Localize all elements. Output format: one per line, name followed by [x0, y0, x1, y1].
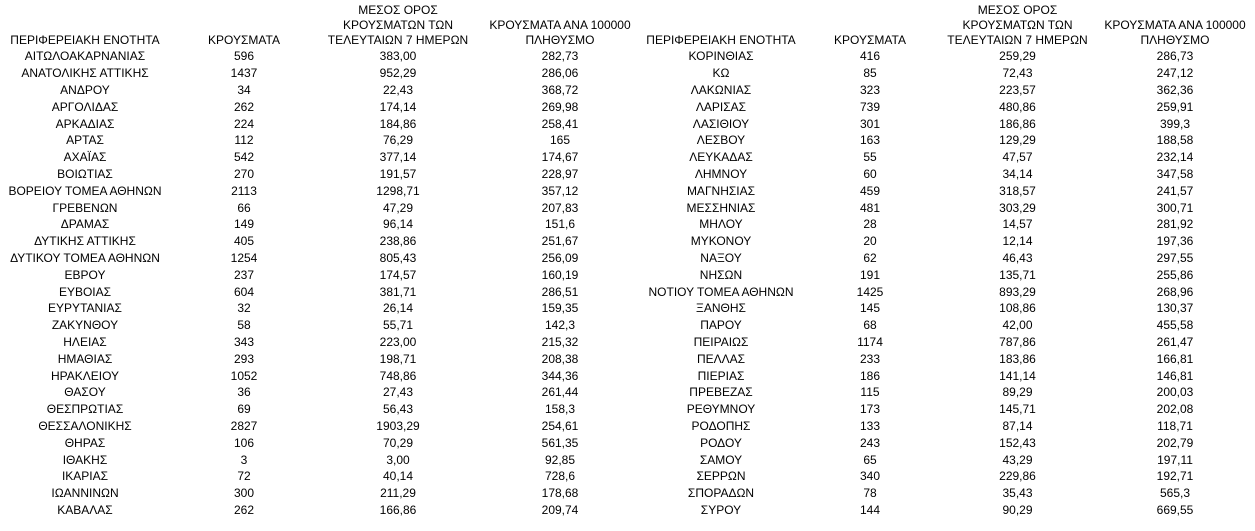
- cases-cell: 481: [859, 200, 881, 215]
- avg-7-days-cell: 43,29: [1002, 452, 1033, 467]
- region-cell: ΕΒΡΟΥ: [64, 267, 106, 282]
- region-cell: ΞΑΝΘΗΣ: [696, 301, 746, 316]
- per-100000-cell: 368,72: [541, 82, 579, 97]
- per-100000-cell: 344,36: [541, 368, 579, 383]
- per-100000-cell: 241,57: [1156, 183, 1194, 198]
- per-100000-cell: 362,36: [1156, 82, 1194, 97]
- cases-cell: 106: [233, 435, 255, 450]
- table-row: [642, 48, 1255, 65]
- avg-7-days-cell: 183,86: [999, 351, 1036, 366]
- cases-cell: 186: [859, 368, 881, 383]
- cases-cell: 224: [233, 116, 255, 131]
- table-row: [642, 367, 1255, 384]
- region-cell: ΘΕΣΠΡΩΤΙΑΣ: [46, 402, 124, 417]
- table-row: [0, 166, 642, 183]
- avg-7-days-cell: 1298,71: [376, 183, 420, 198]
- cases-cell: 133: [859, 418, 881, 433]
- cases-cell: 3: [240, 452, 248, 467]
- avg-7-days-cell: 108,86: [999, 301, 1036, 316]
- cases-cell: 323: [859, 82, 881, 97]
- per-100000-cell: 130,37: [1156, 301, 1194, 316]
- table-row: [642, 65, 1255, 82]
- table-row: [642, 317, 1255, 334]
- table-row: [0, 266, 642, 283]
- per-100000-cell: 118,71: [1157, 418, 1193, 433]
- table-row: [642, 485, 1255, 502]
- per-100000-cell: 255,86: [1156, 267, 1194, 282]
- region-cell: ΑΝΑΤΟΛΙΚΗΣ ΑΤΤΙΚΗΣ: [21, 66, 149, 81]
- header-cases: ΚΡΟΥΣΜΑΤΑ: [208, 33, 280, 47]
- region-cell: ΛΕΥΚΑΔΑΣ: [689, 150, 753, 165]
- per-100000-cell: 207,83: [541, 200, 579, 215]
- per-100000-cell: 192,71: [1156, 469, 1194, 484]
- region-cell: ΑΧΑΪΑΣ: [63, 150, 107, 165]
- table-row: [642, 401, 1255, 418]
- region-cell: ΘΗΡΑΣ: [64, 435, 106, 450]
- avg-7-days-cell: 191,57: [379, 166, 417, 181]
- table-row: [642, 283, 1255, 300]
- cases-table-left: [0, 0, 642, 518]
- cases-cell: 69: [237, 402, 251, 417]
- avg-7-days-cell: 238,86: [379, 234, 417, 249]
- per-100000-cell: 208,38: [541, 351, 579, 366]
- per-100000-cell: 399,3: [1159, 116, 1191, 131]
- table-row: [0, 300, 642, 317]
- table-row: [642, 384, 1255, 401]
- avg-7-days-cell: 174,57: [379, 267, 417, 282]
- region-cell: ΚΟΡΙΝΘΙΑΣ: [688, 49, 754, 64]
- table-row: [642, 250, 1255, 267]
- avg-7-days-cell: 87,14: [1002, 418, 1033, 433]
- cases-cell: 62: [863, 250, 877, 265]
- avg-7-days-cell: 211,29: [380, 486, 416, 501]
- avg-7-days-cell: 3,00: [386, 452, 410, 467]
- per-100000-cell: 281,92: [1156, 217, 1194, 232]
- table-row: [0, 182, 642, 199]
- table-row: [0, 334, 642, 351]
- per-100000-cell: 256,09: [541, 250, 579, 265]
- region-cell: ΘΑΣΟΥ: [64, 385, 106, 400]
- region-cell: ΙΘΑΚΗΣ: [62, 452, 108, 467]
- cases-cell: 163: [859, 133, 881, 148]
- per-100000-cell: 215,32: [541, 334, 579, 349]
- cases-cell: 32: [237, 301, 251, 316]
- region-cell: ΜΕΣΣΗΝΙΑΣ: [686, 200, 756, 215]
- table-row: [642, 166, 1255, 183]
- table-row: [642, 502, 1255, 519]
- per-100000-cell: 286,51: [541, 284, 579, 299]
- avg-7-days-cell: 198,71: [379, 351, 417, 366]
- table-row: [0, 384, 642, 401]
- region-cell: ΣΥΡΟΥ: [700, 502, 742, 517]
- region-cell: ΡΕΘΥΜΝΟΥ: [686, 402, 756, 417]
- table-row: [0, 502, 642, 519]
- table-row: [0, 283, 642, 300]
- cases-cell: 300: [233, 486, 255, 501]
- header-row: [642, 0, 1255, 48]
- header-row: [0, 0, 642, 48]
- header-avg-7-days: ΜΕΣΟΣ ΟΡΟΣ ΚΡΟΥΣΜΑΤΩΝ ΤΩΝ ΤΕΛΕΥΤΑΙΩΝ 7 ΗΜΕΡΩΝ: [327, 3, 469, 47]
- table-row: [642, 82, 1255, 99]
- per-100000-cell: 286,06: [541, 66, 579, 81]
- header-avg-7-days: ΜΕΣΟΣ ΟΡΟΣ ΚΡΟΥΣΜΑΤΩΝ ΤΩΝ ΤΕΛΕΥΤΑΙΩΝ 7 ΗΜΕΡΩΝ: [947, 3, 1088, 47]
- avg-7-days-cell: 259,29: [999, 49, 1036, 64]
- region-cell: ΙΚΑΡΙΑΣ: [61, 469, 109, 484]
- avg-7-days-cell: 381,71: [379, 284, 417, 299]
- cases-cell: 1052: [230, 368, 258, 383]
- cases-cell: 2827: [230, 418, 258, 433]
- avg-7-days-cell: 186,86: [999, 116, 1036, 131]
- per-100000-cell: 357,12: [541, 183, 579, 198]
- avg-7-days-cell: 90,29: [1002, 502, 1033, 517]
- per-100000-cell: 261,44: [541, 385, 579, 400]
- cases-cell: 301: [859, 116, 881, 131]
- region-cell: ΣΑΜΟΥ: [699, 452, 743, 467]
- per-100000-cell: 251,67: [541, 234, 579, 249]
- per-100000-cell: 188,58: [1156, 133, 1194, 148]
- cases-cell: 343: [233, 334, 255, 349]
- region-cell: ΠΕΛΛΑΣ: [696, 351, 746, 366]
- header-region: ΠΕΡΙΦΕΡΕΙΑΚΗ ΕΝΟΤΗΤΑ: [10, 33, 160, 47]
- cases-cell: 58: [237, 318, 251, 333]
- cases-cell: 293: [233, 351, 255, 366]
- avg-7-days-cell: 141,14: [999, 368, 1036, 383]
- header-per-100000: ΚΡΟΥΣΜΑΤΑ ΑΝΑ 100000 ΠΛΗΘΥΣΜΟ: [1104, 18, 1246, 47]
- per-100000-cell: 300,71: [1156, 200, 1194, 215]
- region-cell: ΕΥΒΟΙΑΣ: [58, 284, 112, 299]
- avg-7-days-cell: 76,29: [382, 133, 414, 148]
- per-100000-cell: 455,58: [1156, 318, 1194, 333]
- per-100000-cell: 561,35: [541, 435, 579, 450]
- table-row: [0, 98, 642, 115]
- cases-cell: 20: [863, 234, 877, 249]
- avg-7-days-cell: 303,29: [999, 200, 1036, 215]
- cases-cell: 60: [863, 166, 877, 181]
- region-cell: ΑΡΓΟΛΙΔΑΣ: [51, 99, 119, 114]
- table-row: [0, 485, 642, 502]
- avg-7-days-cell: 152,43: [999, 435, 1036, 450]
- cases-cell: 68: [863, 318, 877, 333]
- region-cell: ΔΥΤΙΚΟΥ ΤΟΜΕΑ ΑΘΗΝΩΝ: [10, 250, 160, 265]
- avg-7-days-cell: 748,86: [379, 368, 417, 383]
- table-row: [642, 132, 1255, 149]
- cases-cell: 405: [233, 234, 255, 249]
- avg-7-days-cell: 34,14: [1002, 166, 1033, 181]
- avg-7-days-cell: 383,00: [379, 49, 417, 64]
- cases-cell: 262: [233, 99, 255, 114]
- cases-cell: 85: [863, 66, 877, 81]
- cases-cell: 542: [233, 150, 255, 165]
- per-100000-cell: 669,55: [1156, 502, 1194, 517]
- region-cell: ΛΑΣΙΘΙΟΥ: [692, 116, 750, 131]
- per-100000-cell: 92,85: [544, 452, 576, 467]
- table-row: [0, 367, 642, 384]
- avg-7-days-cell: 184,86: [379, 116, 417, 131]
- avg-7-days-cell: 89,29: [1002, 385, 1033, 400]
- per-100000-cell: 174,67: [541, 150, 579, 165]
- avg-7-days-cell: 145,71: [999, 402, 1036, 417]
- table-row: [642, 350, 1255, 367]
- cases-cell: 149: [233, 217, 255, 232]
- region-cell: ΡΟΔΟΥ: [700, 435, 742, 450]
- per-100000-cell: 200,03: [1156, 385, 1194, 400]
- avg-7-days-cell: 26,14: [382, 301, 414, 316]
- avg-7-days-cell: 952,29: [379, 66, 417, 81]
- table-row: [0, 115, 642, 132]
- table-row: [642, 334, 1255, 351]
- left-table-body: [0, 48, 642, 518]
- cases-cell: 115: [860, 385, 880, 400]
- table-row: [0, 216, 642, 233]
- region-cell: ΗΡΑΚΛΕΙΟΥ: [50, 368, 120, 383]
- per-100000-cell: 254,61: [541, 418, 579, 433]
- region-cell: ΘΕΣΣΑΛΟΝΙΚΗΣ: [38, 418, 132, 433]
- table-row: [0, 250, 642, 267]
- region-cell: ΚΑΒΑΛΑΣ: [57, 502, 113, 517]
- region-cell: ΠΡΕΒΕΖΑΣ: [689, 385, 753, 400]
- per-100000-cell: 259,91: [1156, 99, 1194, 114]
- cases-cell: 604: [233, 284, 255, 299]
- per-100000-cell: 197,36: [1156, 234, 1194, 249]
- cases-cell: 78: [863, 486, 877, 501]
- table-row: [0, 434, 642, 451]
- cases-cell: 1174: [857, 334, 883, 349]
- avg-7-days-cell: 96,14: [382, 217, 414, 232]
- cases-cell: 459: [859, 183, 881, 198]
- avg-7-days-cell: 35,43: [1002, 486, 1033, 501]
- table-row: [642, 266, 1255, 283]
- table-row: [0, 468, 642, 485]
- avg-7-days-cell: 72,43: [1002, 66, 1033, 81]
- table-row: [642, 418, 1255, 435]
- table-row: [642, 233, 1255, 250]
- cases-cell: 112: [234, 133, 254, 148]
- avg-7-days-cell: 174,14: [379, 99, 417, 114]
- right-table-body: [642, 48, 1255, 518]
- table-row: [642, 199, 1255, 216]
- avg-7-days-cell: 223,57: [999, 82, 1036, 97]
- table-row: [0, 451, 642, 468]
- avg-7-days-cell: 135,71: [999, 267, 1036, 282]
- region-cell: ΕΥΡΥΤΑΝΙΑΣ: [48, 301, 122, 316]
- region-cell: ΔΥΤΙΚΗΣ ΑΤΤΙΚΗΣ: [34, 234, 136, 249]
- cases-cell: 262: [233, 502, 255, 517]
- per-100000-cell: 232,14: [1156, 150, 1194, 165]
- cases-cell: 173: [859, 402, 881, 417]
- region-cell: ΗΜΑΘΙΑΣ: [57, 351, 113, 366]
- avg-7-days-cell: 47,29: [382, 200, 414, 215]
- region-cell: ΜΑΓΝΗΣΙΑΣ: [686, 183, 756, 198]
- cases-cell: 72: [237, 469, 251, 484]
- avg-7-days-cell: 377,14: [379, 150, 417, 165]
- per-100000-cell: 202,08: [1156, 402, 1194, 417]
- cases-cell: 144: [859, 502, 881, 517]
- region-cell: ΝΗΣΩΝ: [699, 267, 743, 282]
- avg-7-days-cell: 229,86: [999, 469, 1036, 484]
- cases-cell: 596: [233, 49, 255, 64]
- region-cell: ΑΙΤΩΛΟΑΚΑΡΝΑΝΙΑΣ: [24, 49, 146, 64]
- region-cell: ΜΗΛΟΥ: [699, 217, 743, 232]
- header-region: ΠΕΡΙΦΕΡΕΙΑΚΗ ΕΝΟΤΗΤΑ: [646, 33, 796, 47]
- region-cell: ΓΡΕΒΕΝΩΝ: [52, 200, 118, 215]
- cases-cell: 1254: [230, 250, 258, 265]
- avg-7-days-cell: 129,29: [999, 133, 1036, 148]
- cases-table-right: [642, 0, 1255, 518]
- avg-7-days-cell: 318,57: [999, 183, 1036, 198]
- avg-7-days-cell: 56,43: [382, 402, 414, 417]
- region-cell: ΖΑΚΥΝΘΟΥ: [51, 318, 119, 333]
- table-row: [0, 233, 642, 250]
- table-row: [0, 199, 642, 216]
- per-100000-cell: 146,81: [1156, 368, 1194, 383]
- avg-7-days-cell: 46,43: [1002, 250, 1033, 265]
- cases-cell: 233: [859, 351, 881, 366]
- per-100000-cell: 142,3: [544, 318, 576, 333]
- region-cell: ΛΑΚΩΝΙΑΣ: [690, 82, 752, 97]
- table-row: [642, 216, 1255, 233]
- region-cell: ΣΠΟΡΑΔΩΝ: [687, 486, 755, 501]
- per-100000-cell: 728,6: [544, 469, 576, 484]
- table-row: [642, 434, 1255, 451]
- per-100000-cell: 261,47: [1156, 334, 1194, 349]
- region-cell: ΔΡΑΜΑΣ: [60, 217, 110, 232]
- avg-7-days-cell: 22,43: [382, 82, 414, 97]
- region-cell: ΛΗΜΝΟΥ: [694, 166, 748, 181]
- per-100000-cell: 258,41: [541, 116, 579, 131]
- table-row: [0, 82, 642, 99]
- per-100000-cell: 268,96: [1156, 284, 1194, 299]
- cases-cell: 237: [233, 267, 255, 282]
- region-cell: ΠΑΡΟΥ: [700, 318, 742, 333]
- per-100000-cell: 160,19: [541, 267, 579, 282]
- table-row: [0, 132, 642, 149]
- per-100000-cell: 159,35: [541, 301, 579, 316]
- region-cell: ΡΟΔΟΠΗΣ: [691, 418, 751, 433]
- cases-cell: 65: [863, 452, 877, 467]
- per-100000-cell: 297,55: [1156, 250, 1194, 265]
- avg-7-days-cell: 480,86: [999, 99, 1036, 114]
- per-100000-cell: 347,58: [1156, 166, 1194, 181]
- avg-7-days-cell: 27,43: [382, 385, 414, 400]
- table-row: [642, 115, 1255, 132]
- header-cases: ΚΡΟΥΣΜΑΤΑ: [834, 33, 906, 47]
- cases-cell: 739: [859, 99, 881, 114]
- table-row: [642, 149, 1255, 166]
- per-100000-cell: 282,73: [541, 49, 579, 64]
- region-cell: ΗΛΕΙΑΣ: [63, 334, 107, 349]
- cases-cell: 191: [859, 267, 881, 282]
- region-cell: ΒΟΡΕΙΟΥ ΤΟΜΕΑ ΑΘΗΝΩΝ: [8, 183, 162, 198]
- per-100000-cell: 165: [549, 133, 571, 148]
- table-row: [642, 300, 1255, 317]
- cases-cell: 1437: [230, 66, 258, 81]
- avg-7-days-cell: 47,57: [1002, 150, 1033, 165]
- region-cell: ΚΩ: [712, 66, 730, 81]
- per-100000-cell: 228,97: [541, 166, 579, 181]
- table-row: [0, 350, 642, 367]
- table-row: [0, 65, 642, 82]
- region-cell: ΠΕΙΡΑΙΩΣ: [693, 334, 749, 349]
- table-row: [642, 451, 1255, 468]
- cases-cell: 28: [863, 217, 877, 232]
- region-cell: ΜΥΚΟΝΟΥ: [690, 234, 752, 249]
- avg-7-days-cell: 166,86: [379, 502, 417, 517]
- region-cell: ΝΑΞΟΥ: [700, 250, 742, 265]
- cases-cell: 340: [859, 469, 881, 484]
- table-row: [0, 48, 642, 65]
- table-row: [642, 182, 1255, 199]
- avg-7-days-cell: 40,14: [382, 469, 414, 484]
- avg-7-days-cell: 12,14: [1002, 234, 1033, 249]
- cases-cell: 34: [237, 82, 251, 97]
- avg-7-days-cell: 805,43: [379, 250, 417, 265]
- table-row: [0, 149, 642, 166]
- table-row: [0, 401, 642, 418]
- region-cell: ΑΡΤΑΣ: [66, 133, 104, 148]
- region-cell: ΙΩΑΝΝΙΝΩΝ: [51, 486, 119, 501]
- avg-7-days-cell: 787,86: [999, 334, 1036, 349]
- table-row: [642, 98, 1255, 115]
- avg-7-days-cell: 42,00: [1002, 318, 1033, 333]
- table-row: [0, 418, 642, 435]
- per-100000-cell: 178,68: [541, 486, 579, 501]
- cases-cell: 270: [233, 166, 255, 181]
- cases-cell: 243: [859, 435, 881, 450]
- per-100000-cell: 565,3: [1159, 486, 1191, 501]
- avg-7-days-cell: 14,57: [1002, 217, 1033, 232]
- table-row: [642, 468, 1255, 485]
- avg-7-days-cell: 1903,29: [376, 418, 420, 433]
- region-cell: ΠΙΕΡΙΑΣ: [697, 368, 745, 383]
- per-100000-cell: 166,81: [1156, 351, 1194, 366]
- avg-7-days-cell: 893,29: [999, 284, 1036, 299]
- cases-cell: 1425: [856, 284, 884, 299]
- region-cell: ΒΟΙΩΤΙΑΣ: [57, 166, 113, 181]
- cases-cell: 145: [859, 301, 881, 316]
- per-100000-cell: 202,79: [1156, 435, 1194, 450]
- cases-cell: 55: [863, 150, 877, 165]
- header-per-100000: ΚΡΟΥΣΜΑΤΑ ΑΝΑ 100000 ΠΛΗΘΥΣΜΟ: [489, 18, 631, 47]
- region-cell: ΣΕΡΡΩΝ: [696, 469, 746, 484]
- cases-cell: 416: [859, 49, 881, 64]
- cases-cell: 2113: [231, 183, 257, 198]
- region-cell: ΛΕΣΒΟΥ: [696, 133, 746, 148]
- per-100000-cell: 247,12: [1156, 66, 1194, 81]
- region-cell: ΛΑΡΙΣΑΣ: [695, 99, 747, 114]
- region-cell: ΝΟΤΙΟΥ ΤΟΜΕΑ ΑΘΗΝΩΝ: [648, 284, 794, 299]
- region-cell: ΑΝΔΡΟΥ: [60, 82, 110, 97]
- per-100000-cell: 269,98: [541, 99, 579, 114]
- avg-7-days-cell: 55,71: [382, 318, 414, 333]
- avg-7-days-cell: 70,29: [382, 435, 414, 450]
- avg-7-days-cell: 223,00: [379, 334, 417, 349]
- cases-cell: 66: [237, 200, 251, 215]
- per-100000-cell: 151,6: [544, 217, 576, 232]
- per-100000-cell: 197,11: [1157, 452, 1193, 467]
- per-100000-cell: 209,74: [541, 502, 579, 517]
- per-100000-cell: 158,3: [544, 402, 576, 417]
- region-cell: ΑΡΚΑΔΙΑΣ: [55, 116, 115, 131]
- cases-cell: 36: [237, 385, 251, 400]
- table-row: [0, 317, 642, 334]
- per-100000-cell: 286,73: [1156, 49, 1194, 64]
